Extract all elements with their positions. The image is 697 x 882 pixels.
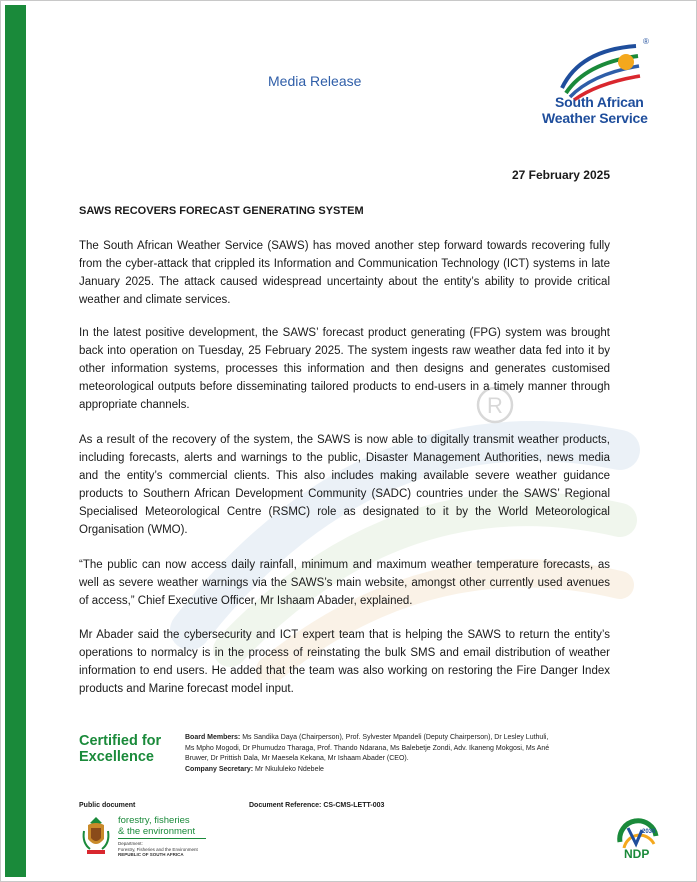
certified-line2: Excellence (79, 749, 154, 765)
certified-line1: Certified for (79, 733, 162, 749)
paragraph-2: In the latest positive development, the SAWS’ forecast product generating (FPG) system was brought back into operation on Tuesday, 25 February 2025. The system ingests raw weather data fed into it by other information systems, processes this information and then designs and generates customised meteorological outputs before disseminating tailored products to end-users in a timely manner through appropriate channels. (79, 327, 610, 411)
dept-small3: REPUBLIC OF SOUTH AFRICA (118, 852, 184, 857)
doc-ref-value: CS-CMS-LETT-003 (323, 802, 385, 809)
logo-name-line2: Weather Service (542, 110, 648, 126)
media-release-label: Media Release (268, 73, 362, 89)
dept-line2: & the environment (118, 826, 196, 837)
department-logo (118, 815, 206, 858)
document-reference (249, 802, 384, 809)
left-green-bar (5, 5, 26, 877)
headline: SAWS RECOVERS FORECAST GENERATING SYSTEM (79, 205, 364, 217)
secretary-label: Company Secretary: (185, 765, 254, 773)
ndp-2030-logo-icon (616, 818, 660, 862)
ndp-year: 2030 (642, 829, 656, 835)
public-document-label: Public document (79, 802, 136, 809)
dept-divider (118, 838, 206, 839)
dept-line1: forestry, fisheries (118, 815, 190, 826)
dept-small2: Forestry, Fisheries and the Environment (118, 846, 198, 852)
release-date: 27 February 2025 (511, 168, 610, 182)
paragraph-4: “The public can now access daily rainfall, minimum and maximum weather temperature forecasts, as well as severe weather warnings via the SAWS’s main website, amongst other currently used avenues of access,” Chief Executive Officer, Mr Ishaam Abader, explained. (79, 559, 610, 607)
svg-text:R: R (487, 393, 503, 418)
dept-small1: Department: (118, 841, 143, 846)
paragraph-3: As a result of the recovery of the system, the SAWS is now able to digitally transmit weather products, including forecasts, alerts and warnings to the public, Disaster Management Authorities, news media and the entity’s commercial clients. This also includes making available severe weather guidance products to Southern African Development Community (SADC) countries under the SAWS’ Regional Specialised Meteorological Centre (RSMC) role as designated to it by the World Meteorological Organisation (WMO). (79, 434, 610, 536)
coat-of-arms-icon (80, 815, 112, 857)
board-text: Ms Sandika Daya (Chairperson), Prof. Sylvester Mpandeli (Deputy Chairperson), Dr Lesley Luthuli, Ms Mpho Mogodi, Dr Phumudzo Tharaga, Prof. Thando Ndarana, Ms Balebetje Zondi, Adv. Ikaneng Mokgosi, Ms Ané Bruwer, Dr Prittish Dala, Mr Maesela Kekana, Mr Ishaam Abader (CEO). (185, 734, 550, 762)
logo-registered-mark: ® (643, 37, 649, 46)
ndp-text: NDP (624, 847, 650, 861)
certified-for-excellence (79, 733, 161, 765)
board-label: Board Members: (185, 734, 241, 741)
logo-name-line1: South African (555, 94, 644, 110)
doc-ref-label: Document Reference: (249, 802, 322, 809)
paragraph-5: Mr Abader said the cybersecurity and ICT expert team that is helping the SAWS to return the entity’s operations to normalcy is in the process of reinstating the bulk SMS and email distribution of weather information to end users. He added that the team was also working on restoring the Fire Danger Index products and Marine forecast model input. (79, 629, 610, 695)
board-members (185, 733, 555, 775)
paragraph-1: The South African Weather Service (SAWS) has moved another step forward towards recovering fully from the cyber-attack that crippled its Information and Communication Technology (ICT) systems in late January 2025. The attack caused widespread uncertainty about the entity’s ability to provide critical weather and climate services. (79, 240, 610, 306)
secretary-text: Mr Nkululeko Ndebele (255, 765, 324, 773)
